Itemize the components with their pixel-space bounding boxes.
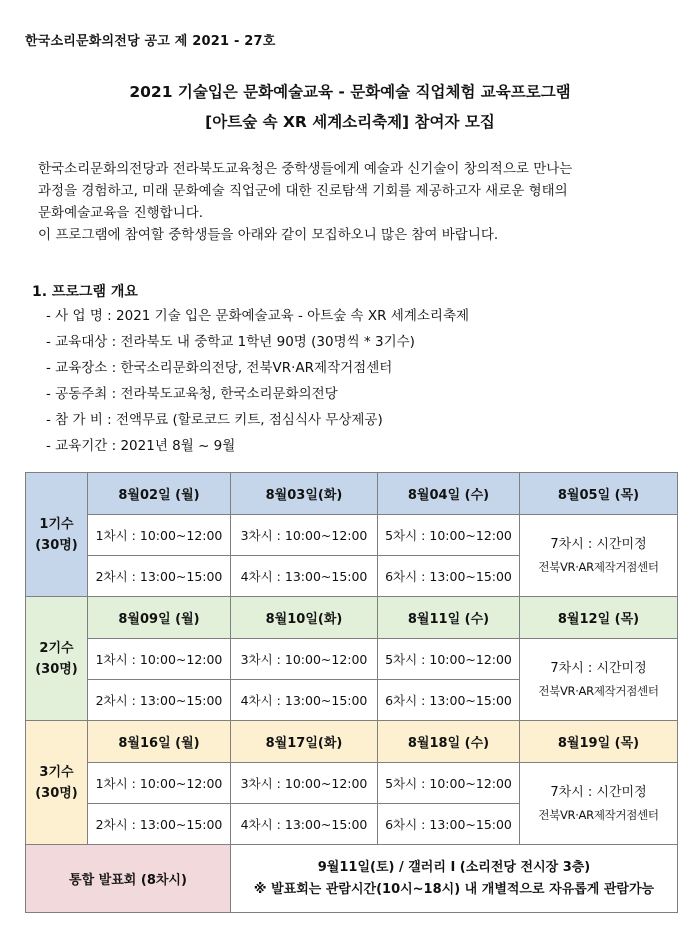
session-cell: 2차시 : 13:00~15:00 [88, 804, 231, 845]
overview-value: 2021년 8월 ~ 9월 [120, 438, 236, 454]
intro-line: 이 프로그램에 참여할 중학생들을 아래와 같이 모집하오니 많은 참여 바랍니다. [38, 227, 499, 243]
overview-value: 한국소리문화의전당, 전북VR·AR제작거점센터 [120, 360, 393, 376]
session-cell: 6차시 : 13:00~15:00 [378, 680, 520, 721]
group-count: (30명) [35, 785, 78, 801]
session-cell: 4차시 : 13:00~15:00 [231, 556, 378, 597]
overview-key: - 교육기간 [46, 438, 108, 454]
overview-item: - 참 가 비 : 전액무료 (할로코드 키트, 점심식사 무상제공) [46, 407, 469, 433]
session-cell: 5차시 : 10:00~12:00 [378, 763, 520, 804]
date-header: 8월10일(화) [231, 597, 378, 639]
session-7-place: 전북VR·AR제작거점센터 [538, 683, 659, 698]
session-cell: 6차시 : 13:00~15:00 [378, 556, 520, 597]
group-label [26, 597, 88, 721]
overview-list [46, 303, 469, 459]
group-label [26, 473, 88, 597]
date-header: 8월03일(화) [231, 473, 378, 515]
session-7-cell [520, 763, 678, 845]
overview-item: - 교육대상 : 전라북도 내 중학교 1학년 90명 (30명씩 * 3기수) [46, 329, 469, 355]
session-cell: 3차시 : 10:00~12:00 [231, 639, 378, 680]
final-presentation-note: ※ 발표회는 관람시간(10시~18시) 내 개별적으로 자유롭게 관람가능 [253, 881, 655, 897]
notice-number: 한국소리문화의전당 공고 제 2021 - 27호 [25, 34, 276, 49]
session-cell: 3차시 : 10:00~12:00 [231, 515, 378, 556]
date-header: 8월16일 (월) [88, 721, 231, 763]
schedule-table [25, 472, 678, 913]
session-cell: 2차시 : 13:00~15:00 [88, 680, 231, 721]
session-7-cell [520, 515, 678, 597]
overview-value: 전라북도교육청, 한국소리문화의전당 [120, 386, 338, 402]
session-7-time: 7차시 : 시간미정 [550, 660, 647, 676]
session-cell: 4차시 : 13:00~15:00 [231, 680, 378, 721]
overview-key: - 참 가 비 [46, 412, 103, 428]
session-7-place: 전북VR·AR제작거점센터 [538, 807, 659, 822]
final-presentation-label: 통합 발표회 (8차시) [26, 845, 231, 913]
title-line-1: 2021 기술입은 문화예술교육 - 문화예술 직업체험 교육프로그램 [129, 83, 571, 101]
overview-item: - 공동주최 : 전라북도교육청, 한국소리문화의전당 [46, 381, 469, 407]
intro-paragraph [38, 158, 678, 246]
overview-key: - 사 업 명 [46, 308, 103, 324]
overview-key: - 교육장소 [46, 360, 108, 376]
session-7-time: 7차시 : 시간미정 [550, 536, 647, 552]
overview-value: 전라북도 내 중학교 1학년 90명 (30명씩 * 3기수) [120, 334, 415, 350]
session-7-time: 7차시 : 시간미정 [550, 784, 647, 800]
group-name: 3기수 [39, 764, 74, 780]
session-cell: 4차시 : 13:00~15:00 [231, 804, 378, 845]
session-cell: 1차시 : 10:00~12:00 [88, 639, 231, 680]
date-header: 8월11일 (수) [378, 597, 520, 639]
session-cell: 2차시 : 13:00~15:00 [88, 556, 231, 597]
overview-item: - 사 업 명 : 2021 기술 입은 문화예술교육 - 아트숲 속 XR 세계소리축제 [46, 303, 469, 329]
date-header: 8월02일 (월) [88, 473, 231, 515]
group-name: 2기수 [39, 640, 74, 656]
group-name: 1기수 [39, 516, 74, 532]
date-header: 8월05일 (목) [520, 473, 678, 515]
date-header: 8월19일 (목) [520, 721, 678, 763]
intro-line: 과정을 경험하고, 미래 문화예술 직업군에 대한 진로탐색 기회를 제공하고자 새로운 형태의 [38, 183, 568, 199]
date-header: 8월18일 (수) [378, 721, 520, 763]
intro-line: 한국소리문화의전당과 전라북도교육청은 중학생들에게 예술과 신기술이 창의적으로 만나는 [38, 161, 573, 177]
group-count: (30명) [35, 537, 78, 553]
section-heading-overview: 1. 프로그램 개요 [32, 284, 138, 300]
overview-key: - 공동주최 [46, 386, 108, 402]
session-cell: 5차시 : 10:00~12:00 [378, 639, 520, 680]
date-header: 8월17일(화) [231, 721, 378, 763]
session-cell: 1차시 : 10:00~12:00 [88, 763, 231, 804]
intro-line: 문화예술교육을 진행합니다. [38, 205, 204, 221]
session-7-place: 전북VR·AR제작거점센터 [538, 559, 659, 574]
date-header: 8월04일 (수) [378, 473, 520, 515]
final-presentation-date: 9월11일(토) / 갤러리 I (소리전당 전시장 3층) [317, 859, 591, 875]
session-cell: 6차시 : 13:00~15:00 [378, 804, 520, 845]
session-cell: 3차시 : 10:00~12:00 [231, 763, 378, 804]
overview-item: - 교육기간 : 2021년 8월 ~ 9월 [46, 433, 469, 459]
date-header: 8월12일 (목) [520, 597, 678, 639]
overview-value: 전액무료 (할로코드 키트, 점심식사 무상제공) [116, 412, 383, 428]
title-line-2: [아트숲 속 XR 세계소리축제] 참여자 모집 [205, 113, 495, 131]
group-label [26, 721, 88, 845]
session-7-cell [520, 639, 678, 721]
final-presentation-info [231, 845, 678, 913]
date-header: 8월09일 (월) [88, 597, 231, 639]
overview-key: - 교육대상 [46, 334, 108, 350]
session-cell: 5차시 : 10:00~12:00 [378, 515, 520, 556]
overview-value: 2021 기술 입은 문화예술교육 - 아트숲 속 XR 세계소리축제 [116, 308, 470, 324]
overview-item: - 교육장소 : 한국소리문화의전당, 전북VR·AR제작거점센터 [46, 355, 469, 381]
group-count: (30명) [35, 661, 78, 677]
session-cell: 1차시 : 10:00~12:00 [88, 515, 231, 556]
